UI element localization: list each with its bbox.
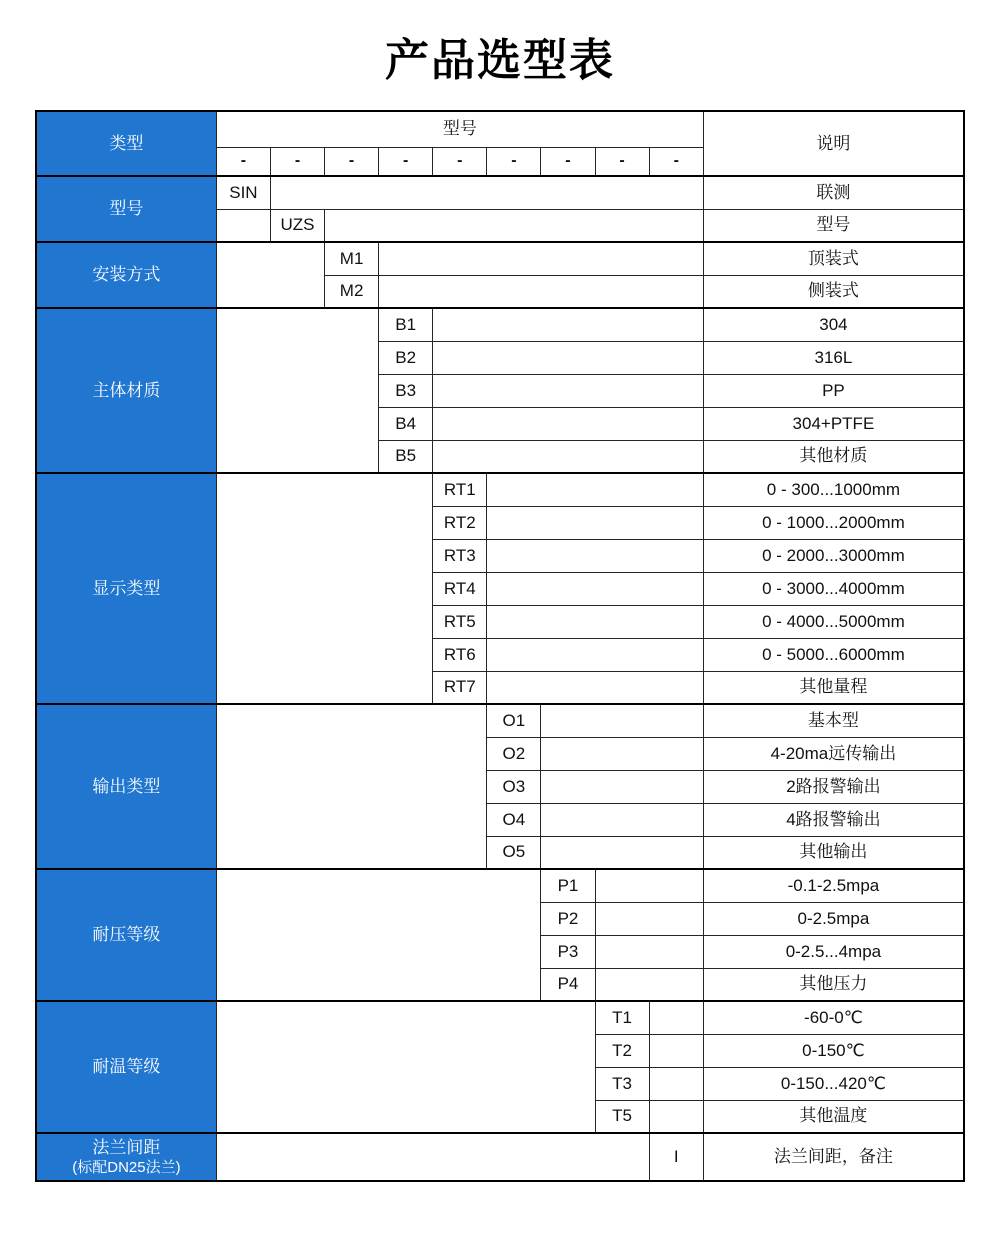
empty-cell bbox=[433, 341, 704, 374]
code-cell: RT5 bbox=[433, 605, 487, 638]
empty-cell bbox=[595, 968, 703, 1001]
section-label-display-type: 显示类型 bbox=[36, 473, 216, 704]
desc-cell: 0 - 2000...3000mm bbox=[703, 539, 964, 572]
dash-cell: - bbox=[595, 147, 649, 176]
code-cell: B3 bbox=[379, 374, 433, 407]
section-label-temperature-rating: 耐温等级 bbox=[36, 1001, 216, 1133]
desc-cell: 0 - 5000...6000mm bbox=[703, 638, 964, 671]
empty-cell bbox=[487, 506, 704, 539]
empty-cell bbox=[487, 638, 704, 671]
code-cell: O1 bbox=[487, 704, 541, 737]
dash-cell: - bbox=[433, 147, 487, 176]
code-cell: O4 bbox=[487, 803, 541, 836]
code-cell: P1 bbox=[541, 869, 595, 902]
code-cell: M2 bbox=[325, 275, 379, 308]
desc-cell: 其他压力 bbox=[703, 968, 964, 1001]
desc-cell: 0-150...420℃ bbox=[703, 1067, 964, 1100]
desc-cell: PP bbox=[703, 374, 964, 407]
code-cell: UZS bbox=[270, 209, 324, 242]
code-cell: B2 bbox=[379, 341, 433, 374]
empty-cell bbox=[433, 407, 704, 440]
empty-cell bbox=[216, 209, 270, 242]
empty-cell bbox=[487, 539, 704, 572]
empty-cell bbox=[433, 374, 704, 407]
code-cell: P3 bbox=[541, 935, 595, 968]
desc-cell: -60-0℃ bbox=[703, 1001, 964, 1034]
desc-cell: 基本型 bbox=[703, 704, 964, 737]
desc-cell: 联测 bbox=[703, 176, 964, 209]
empty-cell bbox=[379, 275, 704, 308]
code-cell: T2 bbox=[595, 1034, 649, 1067]
code-cell: I bbox=[649, 1133, 703, 1181]
desc-cell: 其他输出 bbox=[703, 836, 964, 869]
empty-cell bbox=[595, 869, 703, 902]
section-label-pressure-rating: 耐压等级 bbox=[36, 869, 216, 1001]
empty-cell bbox=[216, 704, 486, 869]
header-type-label: 类型 bbox=[36, 111, 216, 176]
desc-cell: 其他材质 bbox=[703, 440, 964, 473]
desc-cell: 侧装式 bbox=[703, 275, 964, 308]
code-cell: RT4 bbox=[433, 572, 487, 605]
empty-cell bbox=[216, 473, 432, 704]
desc-cell: 法兰间距，备注 bbox=[703, 1133, 964, 1181]
code-cell: B1 bbox=[379, 308, 433, 341]
desc-cell: 0-2.5...4mpa bbox=[703, 935, 964, 968]
empty-cell bbox=[649, 1100, 703, 1133]
header-model-label: 型号 bbox=[216, 111, 703, 147]
empty-cell bbox=[216, 869, 541, 1001]
code-cell: RT2 bbox=[433, 506, 487, 539]
product-selection-table bbox=[35, 110, 965, 1182]
empty-cell bbox=[595, 902, 703, 935]
desc-cell: 型号 bbox=[703, 209, 964, 242]
empty-cell bbox=[487, 671, 704, 704]
desc-cell: 0-150℃ bbox=[703, 1034, 964, 1067]
code-cell: RT1 bbox=[433, 473, 487, 506]
dash-cell: - bbox=[325, 147, 379, 176]
empty-cell bbox=[649, 1001, 703, 1034]
empty-cell bbox=[216, 242, 324, 308]
section-label-model: 型号 bbox=[36, 176, 216, 242]
empty-cell bbox=[595, 935, 703, 968]
desc-cell: 顶装式 bbox=[703, 242, 964, 275]
empty-cell bbox=[487, 473, 704, 506]
desc-cell: 0 - 3000...4000mm bbox=[703, 572, 964, 605]
desc-cell: 2路报警输出 bbox=[703, 770, 964, 803]
desc-cell: 0 - 300...1000mm bbox=[703, 473, 964, 506]
code-cell: RT6 bbox=[433, 638, 487, 671]
empty-cell bbox=[487, 572, 704, 605]
desc-cell: 304+PTFE bbox=[703, 407, 964, 440]
dash-cell: - bbox=[270, 147, 324, 176]
dash-cell: - bbox=[379, 147, 433, 176]
section-label-output-type: 输出类型 bbox=[36, 704, 216, 869]
code-cell: T3 bbox=[595, 1067, 649, 1100]
code-cell: P2 bbox=[541, 902, 595, 935]
empty-cell bbox=[649, 1067, 703, 1100]
page-title: 产品选型表 bbox=[385, 36, 615, 85]
code-cell: T1 bbox=[595, 1001, 649, 1034]
code-cell: RT3 bbox=[433, 539, 487, 572]
section-label-flange-spacing bbox=[36, 1133, 216, 1181]
code-cell: B5 bbox=[379, 440, 433, 473]
desc-cell: 4-20ma远传输出 bbox=[703, 737, 964, 770]
empty-cell bbox=[433, 308, 704, 341]
dash-cell: - bbox=[487, 147, 541, 176]
dash-cell: - bbox=[216, 147, 270, 176]
empty-cell bbox=[216, 1001, 595, 1133]
empty-cell bbox=[649, 1034, 703, 1067]
desc-cell: 其他温度 bbox=[703, 1100, 964, 1133]
desc-cell: 316L bbox=[703, 341, 964, 374]
code-cell: M1 bbox=[325, 242, 379, 275]
empty-cell bbox=[541, 803, 703, 836]
section-label-mounting: 安装方式 bbox=[36, 242, 216, 308]
code-cell: RT7 bbox=[433, 671, 487, 704]
code-cell: T5 bbox=[595, 1100, 649, 1133]
empty-cell bbox=[541, 737, 703, 770]
dash-cell: - bbox=[541, 147, 595, 176]
empty-cell bbox=[433, 440, 704, 473]
empty-cell bbox=[216, 308, 378, 473]
desc-cell: 4路报警输出 bbox=[703, 803, 964, 836]
code-cell: O3 bbox=[487, 770, 541, 803]
empty-cell bbox=[487, 605, 704, 638]
desc-cell: 0 - 4000...5000mm bbox=[703, 605, 964, 638]
desc-cell: 0-2.5mpa bbox=[703, 902, 964, 935]
code-cell: B4 bbox=[379, 407, 433, 440]
dash-cell: - bbox=[649, 147, 703, 176]
empty-cell bbox=[541, 770, 703, 803]
empty-cell bbox=[541, 704, 703, 737]
code-cell: O5 bbox=[487, 836, 541, 869]
flange-label-line2: (标配DN25法兰) bbox=[72, 1158, 181, 1176]
empty-cell bbox=[325, 209, 704, 242]
section-label-body-material: 主体材质 bbox=[36, 308, 216, 473]
code-cell: SIN bbox=[216, 176, 270, 209]
empty-cell bbox=[216, 1133, 649, 1181]
empty-cell bbox=[541, 836, 703, 869]
desc-cell: -0.1-2.5mpa bbox=[703, 869, 964, 902]
code-cell: P4 bbox=[541, 968, 595, 1001]
empty-cell bbox=[270, 176, 703, 209]
desc-cell: 304 bbox=[703, 308, 964, 341]
header-desc-label: 说明 bbox=[703, 111, 964, 176]
desc-cell: 0 - 1000...2000mm bbox=[703, 506, 964, 539]
flange-label-line1: 法兰间距 bbox=[92, 1138, 161, 1158]
empty-cell bbox=[379, 242, 704, 275]
code-cell: O2 bbox=[487, 737, 541, 770]
desc-cell: 其他量程 bbox=[703, 671, 964, 704]
